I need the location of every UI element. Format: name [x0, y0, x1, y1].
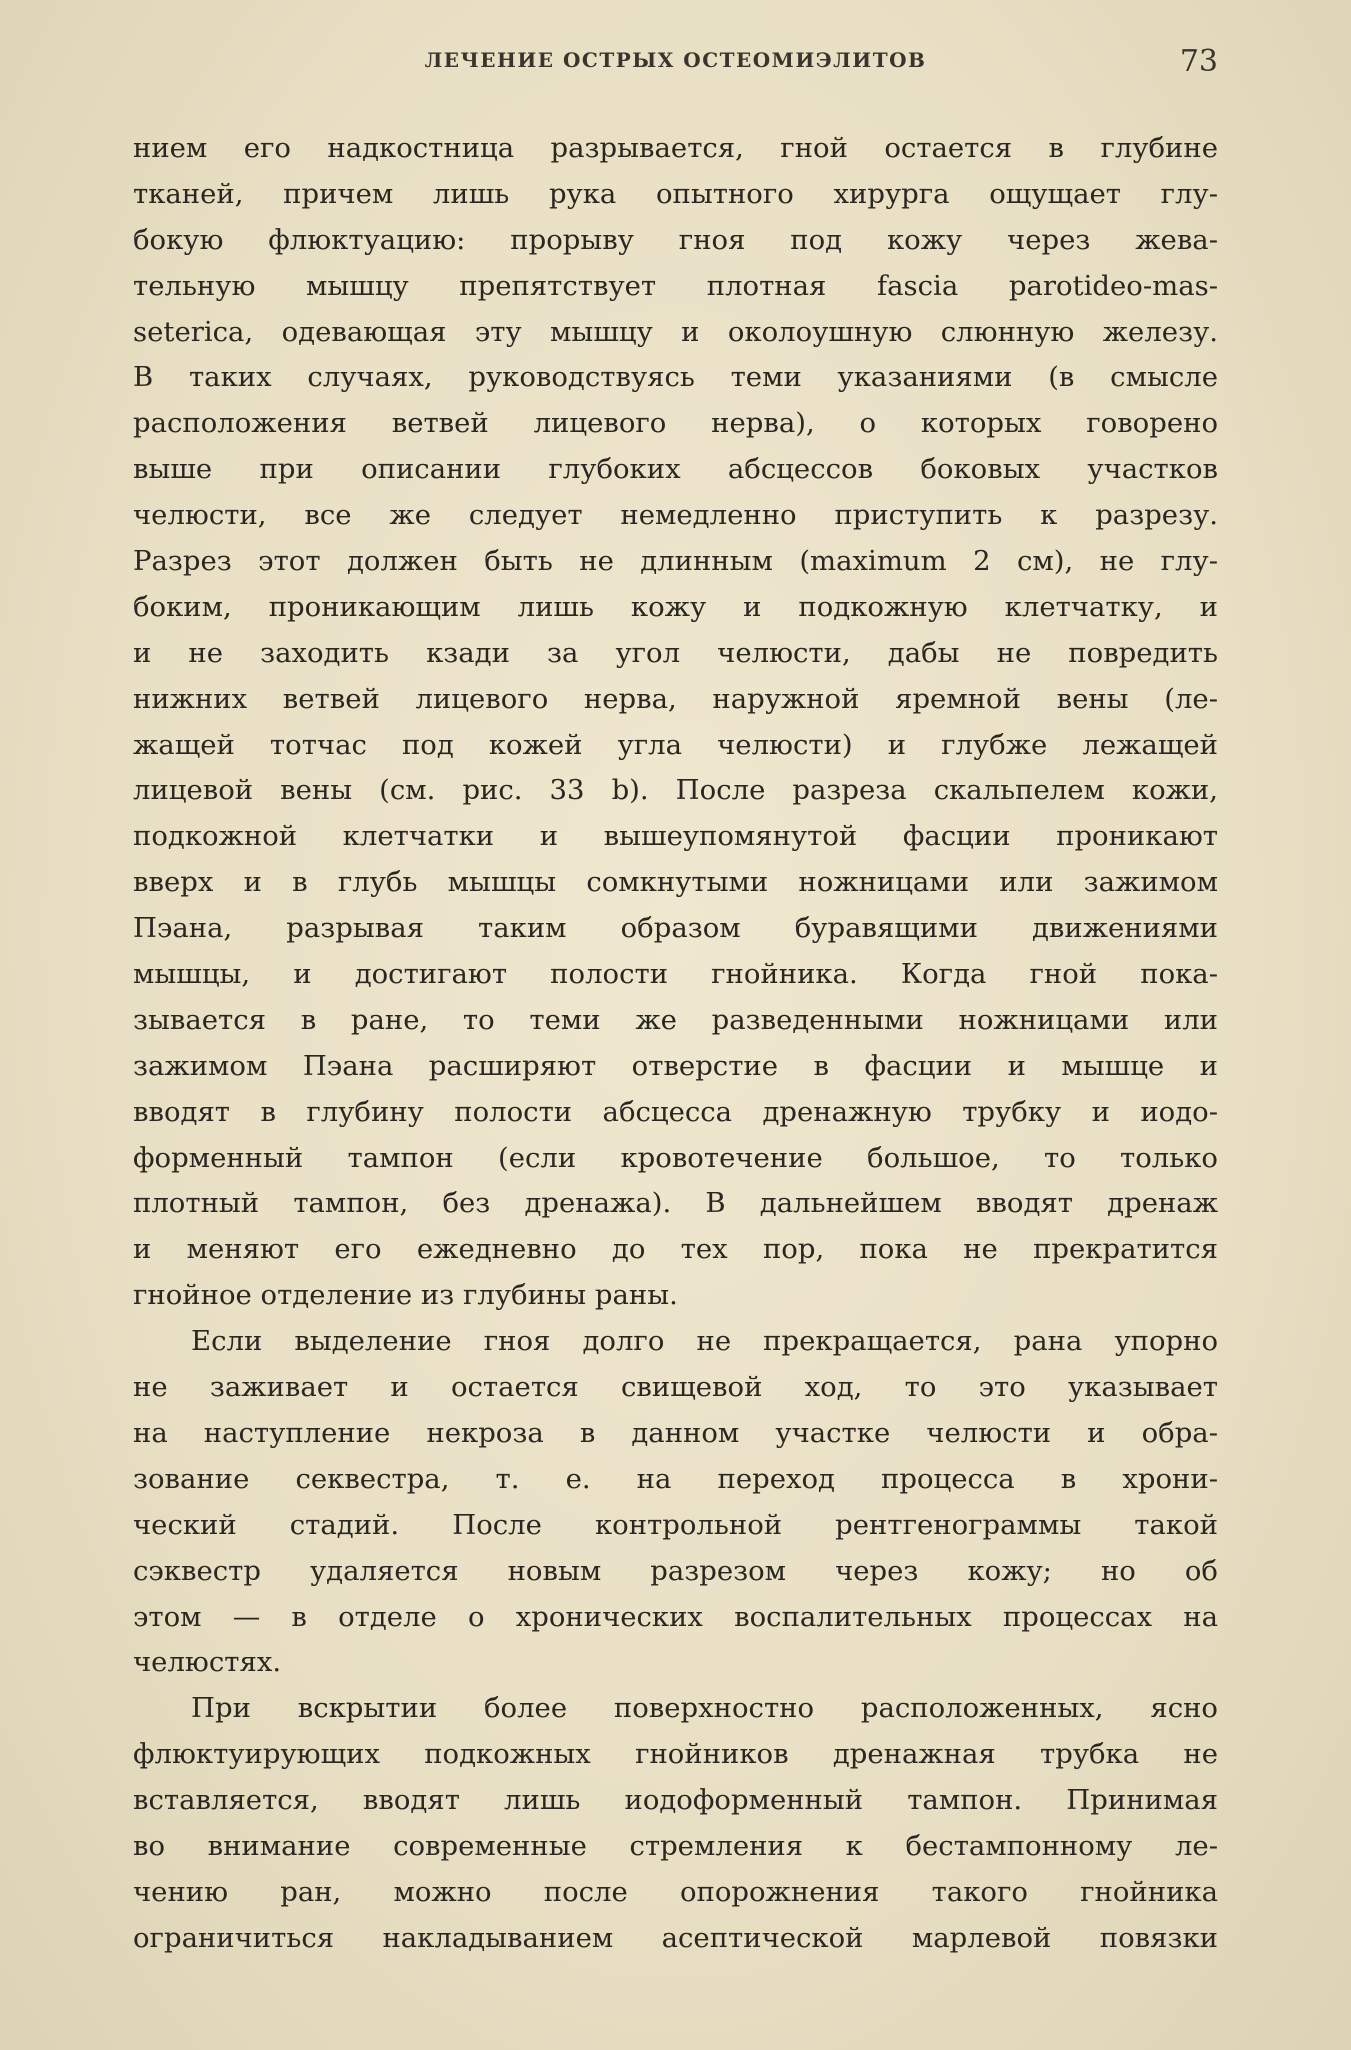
- page-header: [133, 44, 1218, 82]
- paragraph: [133, 126, 1218, 1319]
- text-line: и не заходить кзади за угол челюсти, дабы не повредить: [133, 636, 1218, 669]
- text-line: В таких случаях, руководствуясь теми указаниями (в смысле: [133, 361, 1218, 394]
- page-number: 73: [1179, 44, 1218, 79]
- text-line: жащей тотчас под кожей угла челюсти) и глубже лежащей: [133, 728, 1218, 761]
- text-line: боким, проникающим лишь кожу и подкожную клетчатку, и: [133, 590, 1218, 623]
- text-line: сэквестр удаляется новым разрезом через кожу; но об: [133, 1554, 1218, 1587]
- text-line: Если выделение гноя долго не прекращается, рана упорно: [191, 1325, 1218, 1358]
- text-line: на наступление некроза в данном участке челюсти и обра-: [133, 1416, 1218, 1449]
- text-line: и меняют его ежедневно до тех пор, пока не прекратится: [133, 1233, 1218, 1266]
- text-line: челюстях.: [133, 1646, 282, 1679]
- body-text: [133, 126, 1218, 1962]
- paragraph: [133, 1319, 1218, 1686]
- text-line: нижних ветвей лицевого нерва, наружной яремной вены (ле-: [133, 682, 1218, 715]
- text-line: вводят в глубину полости абсцесса дренажную трубку и иодо-: [133, 1095, 1218, 1128]
- text-line: этом — в отделе о хронических воспалительных процессах на: [133, 1600, 1218, 1633]
- text-line: чению ран, можно после опорожнения такого гнойника: [133, 1875, 1218, 1908]
- text-line: подкожной клетчатки и вышеупомянутой фасции проникают: [133, 820, 1218, 853]
- text-line: seterica, одевающая эту мышцу и околоушную слюнную железу.: [133, 315, 1218, 348]
- text-line: зажимом Пэана расширяют отверстие в фасции и мышце и: [133, 1049, 1218, 1082]
- text-line: челюсти, все же следует немедленно приступить к разрезу.: [133, 499, 1218, 532]
- text-line: форменный тампон (если кровотечение большое, то только: [133, 1141, 1218, 1174]
- text-line: тканей, причем лишь рука опытного хирурга ощущает глу-: [133, 177, 1218, 210]
- text-line: Разрез этот должен быть не длинным (maximum 2 см), не глу-: [133, 545, 1218, 578]
- text-line: ческий стадий. После контрольной рентгенограммы такой: [133, 1508, 1218, 1541]
- text-line: тельную мышцу препятствует плотная fascia parotideo-mas-: [133, 269, 1218, 302]
- text-line: плотный тампон, без дренажа). В дальнейшем вводят дренаж: [133, 1187, 1218, 1220]
- text-line: не заживает и остается свищевой ход, то это указывает: [133, 1371, 1218, 1404]
- text-line: ограничиться накладыванием асептической марлевой повязки: [133, 1921, 1218, 1954]
- text-line: гнойное отделение из глубины раны.: [133, 1279, 678, 1312]
- text-line: вверх и в глубь мышцы сомкнутыми ножницами или зажимом: [133, 866, 1218, 899]
- text-line: лицевой вены (см. рис. 33 b). После разреза скальпелем кожи,: [133, 774, 1218, 807]
- text-line: мышцы, и достигают полости гнойника. Когда гной пока-: [133, 958, 1218, 991]
- paragraph: [133, 1686, 1218, 1961]
- text-line: вставляется, вводят лишь иодоформенный тампон. Принимая: [133, 1784, 1218, 1817]
- text-line: бокую флюктуацию: прорыву гноя под кожу через жева-: [133, 223, 1218, 256]
- text-line: нием его надкостница разрывается, гной остается в глубине: [133, 132, 1218, 164]
- text-line: зывается в ране, то теми же разведенными ножницами или: [133, 1003, 1218, 1036]
- text-line: зование секвестра, т. е. на переход процесса в хрони-: [133, 1462, 1218, 1495]
- text-line: Пэана, разрывая таким образом буравящими движениями: [133, 912, 1218, 945]
- text-line: расположения ветвей лицевого нерва), о которых говорено: [133, 407, 1218, 440]
- text-line: При вскрытии более поверхностно расположенных, ясно: [191, 1692, 1218, 1725]
- text-line: флюктуирующих подкожных гнойников дренажная трубка не: [133, 1738, 1218, 1771]
- text-line: во внимание современные стремления к бестампонному ле-: [133, 1829, 1218, 1862]
- text-line: выше при описании глубоких абсцессов боковых участков: [133, 453, 1218, 486]
- running-head: ЛЕЧЕНИЕ ОСТРЫХ ОСТЕОМИЭЛИТОВ: [424, 48, 927, 72]
